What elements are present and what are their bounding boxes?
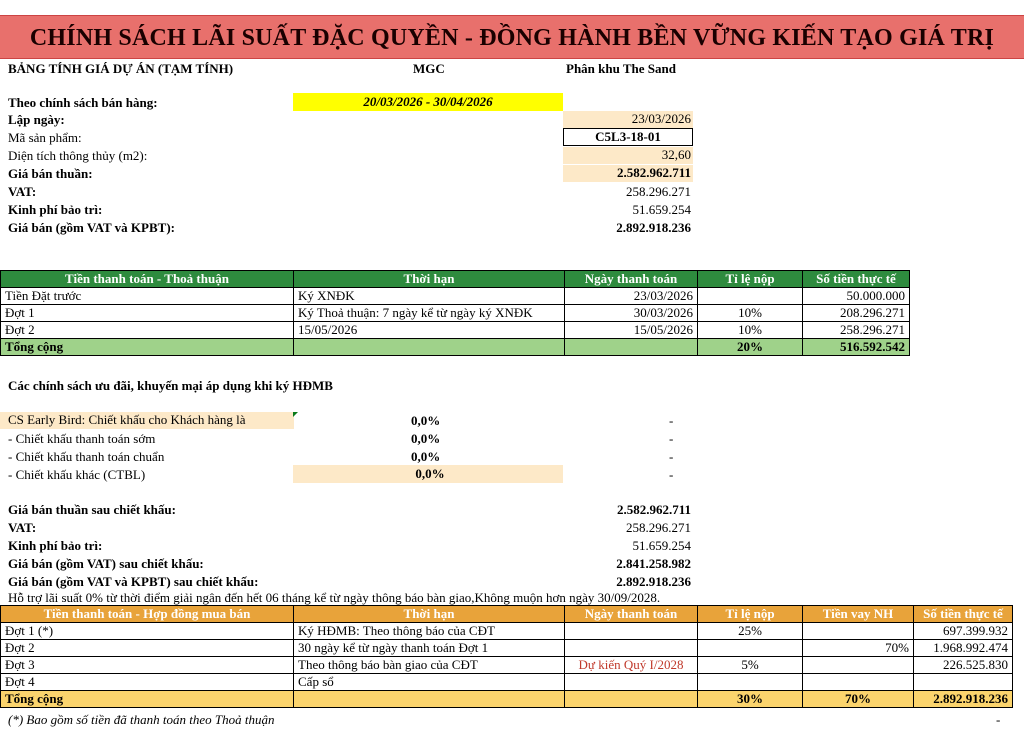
cell-amount: 226.525.830 bbox=[914, 657, 1013, 674]
info-label-code: Mã sản phẩm: bbox=[8, 130, 82, 145]
cell-total-rate: 20% bbox=[698, 339, 803, 356]
cell-term: 15/05/2026 bbox=[294, 322, 565, 339]
header-cell: Ngày thanh toán bbox=[565, 271, 698, 288]
after-label-price-vat: Giá bán (gồm VAT) sau chiết khấu: bbox=[8, 556, 204, 571]
info-label-date: Lập ngày: bbox=[8, 112, 65, 127]
cell-rate: 25% bbox=[698, 623, 803, 640]
cell-date: 30/03/2026 bbox=[565, 305, 698, 322]
cell-rate: 5% bbox=[698, 657, 803, 674]
info-label-total-price: Giá bán (gồm VAT và KPBT): bbox=[8, 220, 175, 235]
cell-loan bbox=[803, 674, 914, 691]
promo-other-pct: 0,0% bbox=[293, 465, 563, 483]
cell-term: Ký Thoả thuận: 7 ngày kể từ ngày ký XNĐK bbox=[294, 305, 565, 322]
cell-comment-marker bbox=[293, 412, 298, 417]
cell-loan: 70% bbox=[803, 640, 914, 657]
cell-date: 23/03/2026 bbox=[565, 288, 698, 305]
cell-total-amount: 2.892.918.236 bbox=[914, 691, 1013, 708]
cell-rate: 10% bbox=[698, 322, 803, 339]
cell-loan bbox=[803, 623, 914, 640]
after-value-vat: 258.296.271 bbox=[626, 520, 691, 535]
cell-date bbox=[565, 674, 698, 691]
table-total-row bbox=[1, 339, 910, 356]
after-label-price-total: Giá bán (gồm VAT và KPBT) sau chiết khấu: bbox=[8, 574, 259, 589]
title-banner bbox=[0, 15, 1024, 59]
info-value-vat: 258.296.271 bbox=[626, 184, 691, 199]
table-row bbox=[1, 640, 1013, 657]
promo-early-payment-pct: 0,0% bbox=[411, 431, 441, 446]
cell-rate: 10% bbox=[698, 305, 803, 322]
header-cell: Thời hạn bbox=[294, 271, 565, 288]
after-value-maintenance: 51.659.254 bbox=[632, 538, 691, 553]
cell-total-label: Tổng cộng bbox=[1, 339, 294, 356]
cell-amount: 697.399.932 bbox=[914, 623, 1013, 640]
header-cell: Số tiền thực tế bbox=[803, 271, 910, 288]
info-value-total-price: 2.892.918.236 bbox=[616, 220, 691, 235]
policy-period: 20/03/2026 - 30/04/2026 bbox=[293, 93, 563, 111]
header-cell: Ngày thanh toán bbox=[565, 606, 698, 623]
cell-amount: 208.296.271 bbox=[803, 305, 910, 322]
cell-rate bbox=[698, 640, 803, 657]
cell-empty bbox=[565, 339, 698, 356]
cell-term: Ký XNĐK bbox=[294, 288, 565, 305]
promo-other-label: - Chiết khấu khác (CTBL) bbox=[8, 467, 146, 482]
header-cell: Số tiền thực tế bbox=[914, 606, 1013, 623]
info-label-net-price: Giá bán thuần: bbox=[8, 166, 93, 181]
after-value-price-total: 2.892.918.236 bbox=[616, 574, 691, 589]
promo-early-payment-value: - bbox=[669, 431, 674, 446]
footnote: (*) Bao gồm số tiền đã thanh toán theo Thoả thuận bbox=[8, 712, 275, 727]
cell-empty bbox=[294, 691, 565, 708]
table-total-row bbox=[1, 691, 1013, 708]
cell-name: Đợt 2 bbox=[1, 322, 294, 339]
cell-total-amount: 516.592.542 bbox=[803, 339, 910, 356]
cell-term: Cấp sổ bbox=[294, 674, 565, 691]
promos-title: Các chính sách ưu đãi, khuyến mại áp dụng khi ký HĐMB bbox=[8, 378, 333, 393]
cell-name: Đợt 4 bbox=[1, 674, 294, 691]
cell-name: Đợt 1 bbox=[1, 305, 294, 322]
cell-date bbox=[565, 623, 698, 640]
cell-rate bbox=[698, 288, 803, 305]
header-cell: Tiền thanh toán - Thoả thuận bbox=[1, 271, 294, 288]
table-row bbox=[1, 322, 910, 339]
cell-term: Ký HĐMB: Theo thông báo của CĐT bbox=[294, 623, 565, 640]
interest-support-note: Hỗ trợ lãi suất 0% từ thời điểm giải ngân đến hết 06 tháng kể từ ngày thông báo bàn giao,Không muộn hơn ngày 30/09/2028. bbox=[8, 590, 661, 605]
header-cell: Thời hạn bbox=[294, 606, 565, 623]
promo-early-bird-label: CS Early Bird: Chiết khấu cho Khách hàng là bbox=[0, 412, 294, 429]
table-header-row bbox=[1, 271, 910, 288]
info-value-code: C5L3-18-01 bbox=[563, 128, 693, 146]
after-value-net-price: 2.582.962.711 bbox=[616, 502, 691, 517]
header-cell: Tiền thanh toán - Hợp đồng mua bán bbox=[1, 606, 294, 623]
cell-amount: 50.000.000 bbox=[803, 288, 910, 305]
cell-empty bbox=[565, 691, 698, 708]
info-value-net-price: 2.582.962.711 bbox=[563, 165, 693, 182]
cell-name: Đợt 3 bbox=[1, 657, 294, 674]
info-label-area: Diện tích thông thủy (m2): bbox=[8, 148, 148, 163]
agreement-payment-table bbox=[0, 270, 910, 356]
table-row bbox=[1, 305, 910, 322]
cell-total-loan: 70% bbox=[803, 691, 914, 708]
cell-name: Đợt 2 bbox=[1, 640, 294, 657]
header-cell: Tiền vay NH bbox=[803, 606, 914, 623]
sheet-title: BẢNG TÍNH GIÁ DỰ ÁN (TẠM TÍNH) bbox=[8, 61, 234, 76]
table-header-row bbox=[1, 606, 1013, 623]
info-value-date: 23/03/2026 bbox=[563, 111, 693, 128]
info-value-maintenance: 51.659.254 bbox=[632, 202, 691, 217]
cell-amount: 258.296.271 bbox=[803, 322, 910, 339]
cell-name: Tiền Đặt trước bbox=[1, 288, 294, 305]
table-row bbox=[1, 623, 1013, 640]
cell-name: Đợt 1 (*) bbox=[1, 623, 294, 640]
footnote-dash: - bbox=[996, 712, 1001, 727]
promo-standard-payment-pct: 0,0% bbox=[411, 449, 441, 464]
cell-loan bbox=[803, 657, 914, 674]
table-row bbox=[1, 674, 1013, 691]
after-label-vat: VAT: bbox=[8, 520, 37, 535]
cell-amount: 1.968.992.474 bbox=[914, 640, 1013, 657]
header-cell: Tỉ lệ nộp bbox=[698, 606, 803, 623]
promo-standard-payment-label: - Chiết khấu thanh toán chuẩn bbox=[8, 449, 165, 464]
banner-title: CHÍNH SÁCH LÃI SUẤT ĐẶC QUYỀN - ĐỒNG HÀNH BỀN VỮNG KIẾN TẠO GIÁ TRỊ bbox=[29, 25, 995, 51]
promo-other-value: - bbox=[669, 467, 674, 482]
info-label-maintenance: Kinh phí bảo trì: bbox=[8, 202, 103, 217]
cell-date: 15/05/2026 bbox=[565, 322, 698, 339]
cell-empty bbox=[294, 339, 565, 356]
cell-rate bbox=[698, 674, 803, 691]
cell-term: Theo thông báo bàn giao của CĐT bbox=[294, 657, 565, 674]
promo-early-payment-label: - Chiết khấu thanh toán sớm bbox=[8, 431, 156, 446]
after-value-price-vat: 2.841.258.982 bbox=[616, 556, 691, 571]
header-cell: Tỉ lệ nộp bbox=[698, 271, 803, 288]
policy-label: Theo chính sách bán hàng: bbox=[8, 95, 158, 110]
cell-total-label: Tổng cộng bbox=[1, 691, 294, 708]
table-row bbox=[1, 288, 910, 305]
info-value-area: 32,60 bbox=[563, 147, 693, 164]
cell-total-rate: 30% bbox=[698, 691, 803, 708]
project-code: MGC bbox=[413, 61, 445, 76]
cell-term: 30 ngày kể từ ngày thanh toán Đợt 1 bbox=[294, 640, 565, 657]
after-label-maintenance: Kinh phí bảo trì: bbox=[8, 538, 103, 553]
cell-amount bbox=[914, 674, 1013, 691]
promo-early-bird-pct: 0,0% bbox=[411, 413, 441, 428]
after-label-net-price: Giá bán thuần sau chiết khấu: bbox=[8, 502, 176, 517]
promo-early-bird-value: - bbox=[669, 413, 674, 428]
cell-date: Dự kiến Quý I/2028 bbox=[565, 657, 698, 674]
project-zone: Phân khu The Sand bbox=[566, 61, 676, 76]
contract-payment-table bbox=[0, 605, 1013, 708]
cell-date bbox=[565, 640, 698, 657]
promo-standard-payment-value: - bbox=[669, 449, 674, 464]
info-label-vat: VAT: bbox=[8, 184, 37, 199]
table-row bbox=[1, 657, 1013, 674]
